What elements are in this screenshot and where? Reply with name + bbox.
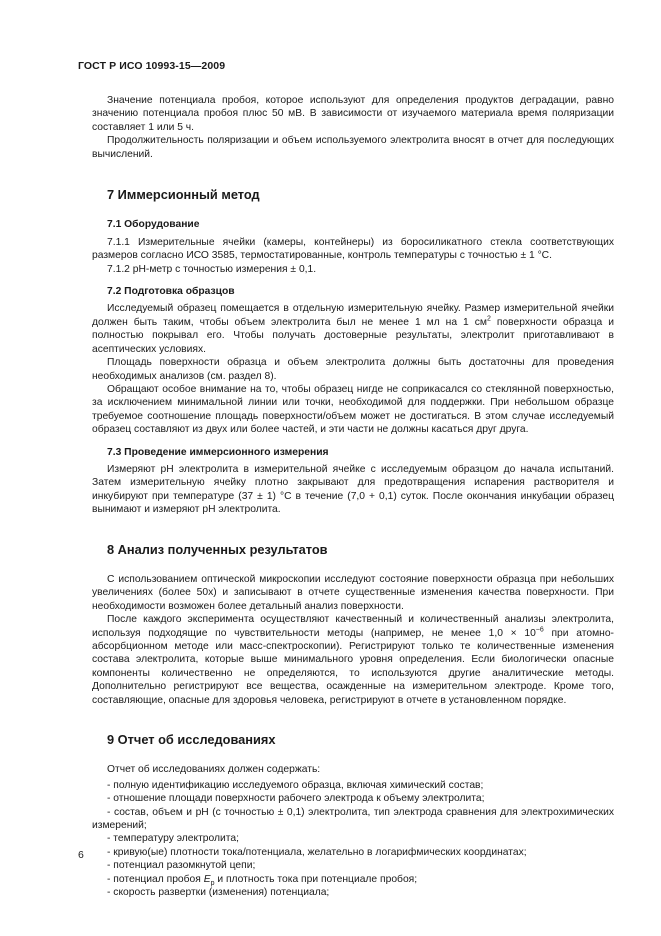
subsection-7-3-title: 7.3 Проведение иммерсионного измерения <box>107 446 329 458</box>
paragraph: Обращают особое внимание на то, чтобы образец нигде не соприкасался со стеклянной поверхностью, за исключением минимальной линии или точки, необходимой для поддержки. При небольшом образце требуемое соотношение площадь поверхности/объем может не достигаться. В этом случае исследуемый образец составляют из двух или более частей, и эти части не должны касаться друг друга. <box>92 383 614 436</box>
list-item: - потенциал разомкнутой цепи; <box>107 860 256 872</box>
list-item: - кривую(ые) плотности тока/потенциала, желательно в логарифмических координатах; <box>107 846 527 858</box>
subsection-7-1-title: 7.1 Оборудование <box>107 219 200 231</box>
list-item: - полную идентификацию исследуемого образца, включая химический состав; <box>107 779 484 791</box>
document-header: ГОСТ Р ИСО 10993-15—2009 <box>78 60 226 72</box>
section-9-title: 9 Отчет об исследованиях <box>107 732 276 748</box>
paragraph: Продолжительность поляризации и объем используемого электролита вносят в отчет для последующих вычислений. <box>92 135 614 160</box>
page-number: 6 <box>78 849 84 861</box>
paragraph: После каждого эксперимента осуществляют качественный и количественный анализы электролита, используя подходящие по чувствительности методы (например, не менее $1,0 \times 10^{-6}$ при атомно-абсорбционном методе или масс-спектроскопии). Регистрируют только те количественные изменения состава электролита, которые выше минимального уровня определения. Если биологически опасные компоненты количественно не определяются, то используются другие аналитические методы. Дополнительно регистрируют все вещества, осажденные на измерительном электроде. Кроме того, составляющие, опасные для здоровья человека, регистрируют в отчете в установленном порядке. <box>92 614 614 706</box>
paragraph: Измеряют pH электролита в измерительной ячейке с исследуемым образцом до начала испытаний. Затем измерительную ячейку плотно закрывают для предотвращения испарения растворителя и инкубируют при температуре (37 ± 1) °С в течение (7,0 + 0,1) суток. После окончания инкубации образец вынимают и измеряют pH электролита. <box>92 463 614 516</box>
list-item: - потенциал пробоя $E_p$ и плотность тока при потенциале пробоя; <box>107 873 418 887</box>
list-item: - скорость развертки (изменения) потенциала; <box>107 887 330 899</box>
document-body <box>92 94 614 900</box>
report-requirements-list <box>92 779 614 900</box>
list-intro: Отчет об исследованиях должен содержать: <box>107 764 321 776</box>
list-item: - состав, объем и pH (с точностью ± 0,1) электролита, тип электрода сравнения для электрохимических измерений; <box>92 806 614 832</box>
list-item: - отношение площади поверхности рабочего электрода к объему электролита; <box>107 793 485 805</box>
section-7-title: 7 Иммерсионный метод <box>107 187 260 203</box>
paragraph: С использованием оптической микроскопии исследуют состояние поверхности образца при небольших увеличениях (более 50х) и записывают в отчете существенные изменения качества поверхности. При необходимости возможен более детальный анализ поверхности. <box>92 573 614 612</box>
paragraph: 7.1.1 Измерительные ячейки (камеры, контейнеры) из боросиликатного стекла соответствующих размеров согласно ИСО 3585, термостатированные, контроль температуры с точностью ± 1 °С. <box>92 236 614 262</box>
paragraph: 7.1.2 pH-метр с точностью измерения ± 0,1. <box>107 263 317 275</box>
paragraph: Значение потенциала пробоя, которое используют для определения продуктов деградации, равно значению потенциала пробоя плюс 50 мВ. В зависимости от изучаемого материала время поляризации составляет 1 или 5 ч. <box>92 95 614 133</box>
paragraph: Исследуемый образец помещается в отдельную измерительную ячейку. Размер измерительной ячейки должен быть таким, чтобы объем электролита был не менее 1 мл на 1 $см^2$ поверхности образца и полностью покрывал его. Чтобы получать достоверные результаты, электролит приготавливают в асептических условиях. <box>92 303 614 355</box>
section-8-title: 8 Анализ полученных результатов <box>107 541 328 557</box>
list-item: - температуру электролита; <box>107 833 239 845</box>
subsection-7-2-title: 7.2 Подготовка образцов <box>107 286 235 298</box>
paragraph: Площадь поверхности образца и объем электролита должны быть достаточны для проведения необходимых анализов (см. раздел 8). <box>92 357 614 382</box>
